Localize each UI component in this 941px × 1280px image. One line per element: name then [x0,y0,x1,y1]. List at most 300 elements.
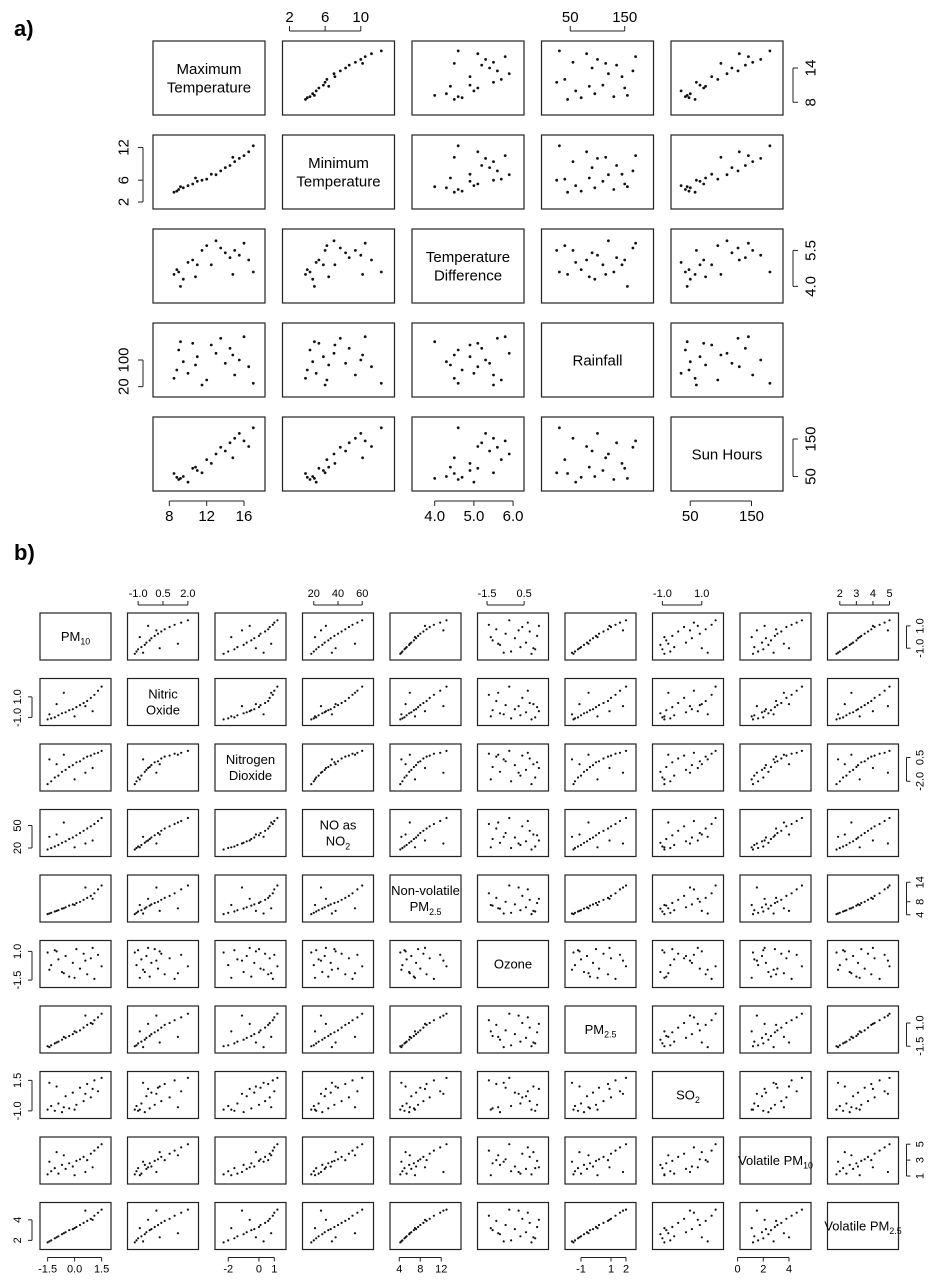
data-point [783,821,785,823]
data-point [574,847,576,849]
cell-frame [412,417,524,491]
data-point [330,764,332,766]
data-point [497,907,499,909]
data-point [488,1019,490,1021]
data-point [359,58,362,61]
data-point [442,705,444,707]
data-point [160,953,162,955]
data-point [74,1174,76,1176]
data-point [164,973,166,975]
data-point [783,754,785,756]
data-point [591,450,594,453]
cell-1-0 [153,135,265,209]
data-point [695,179,698,182]
data-point [490,1227,492,1229]
data-point [488,892,490,894]
data-point [191,342,194,345]
data-point [686,285,689,288]
data-point [47,718,49,720]
x-tick-label: 8 [165,508,174,525]
data-point [683,755,685,757]
x-tick-label: 2 [836,588,843,600]
data-point [592,637,594,639]
data-point [54,1110,56,1112]
data-point [150,1033,152,1035]
data-point [310,1241,312,1243]
data-point [608,898,610,900]
cell-5-3 [303,941,374,988]
data-point [231,273,234,276]
data-point [97,752,99,754]
data-point [783,907,785,909]
cell-4-0 [40,875,111,922]
data-point [686,340,689,343]
data-point [870,628,872,630]
cell-frame [740,941,811,988]
data-point [587,643,589,645]
data-point [776,1224,778,1226]
data-point [276,686,278,688]
data-point [480,64,483,67]
data-point [596,904,598,906]
data-point [409,1154,411,1156]
data-point [697,898,699,900]
data-point [145,1168,147,1170]
data-point [341,899,343,901]
data-point [445,619,447,621]
data-point [521,626,523,628]
x-axis-9 [837,588,893,605]
data-point [356,1146,358,1148]
data-point [137,949,139,951]
cell-5-6 [565,941,636,988]
data-point [227,1044,229,1046]
data-point [850,821,852,823]
data-point [764,947,766,949]
x-tick-label: 60 [356,588,369,600]
cell-4-4 [671,417,783,491]
data-point [137,1167,139,1169]
data-point [518,1093,520,1095]
data-point [177,1232,179,1234]
y-tick-label: 4.0 [802,275,820,297]
cell-0-2 [412,41,524,115]
data-point [351,624,353,626]
data-point [614,1215,616,1217]
data-point [519,714,521,716]
data-point [860,706,862,708]
data-point [334,75,337,78]
data-point [685,769,687,771]
data-point [79,1029,81,1031]
data-point [417,1160,419,1162]
data-point [671,834,673,836]
cell-9-6 [565,1203,636,1250]
data-point [314,977,316,979]
data-point [588,177,591,180]
data-point [673,714,675,716]
data-point [90,697,92,699]
data-point [201,179,204,182]
data-point [348,1218,350,1220]
data-point [555,249,558,252]
data-point [572,61,575,64]
data-point [142,969,144,971]
data-point [223,951,225,953]
data-point [101,686,103,688]
data-point [499,1164,501,1166]
cell-4-1 [128,875,199,922]
data-point [335,647,337,649]
data-point [583,712,585,714]
data-point [538,625,540,627]
data-point [791,1019,793,1021]
data-point [571,912,573,914]
data-point [859,846,861,848]
data-point [246,840,248,842]
cell-frame [671,41,783,115]
data-point [505,760,507,762]
data-point [752,783,754,785]
data-point [589,976,591,978]
data-point [314,1109,316,1111]
data-point [574,717,576,719]
data-point [335,910,337,912]
data-point [144,771,146,773]
data-point [572,160,575,163]
data-point [182,186,185,189]
data-point [867,830,869,832]
data-point [414,977,416,979]
data-point [774,948,776,950]
cell-frame [40,941,111,988]
data-point [405,1085,407,1087]
data-point [137,648,139,650]
data-point [849,712,851,714]
cell-frame [215,1006,286,1053]
data-point [337,633,339,635]
data-point [534,776,536,778]
data-point [788,1085,790,1087]
data-point [236,1173,238,1175]
scatterplot-matrix-b [12,588,926,1276]
y-tick-label: -1.0 [12,707,25,727]
data-point [422,1222,424,1224]
cell-1-0 [40,679,111,726]
data-point [667,907,669,909]
data-point [671,635,673,637]
data-point [313,1044,315,1046]
data-point [622,1210,624,1212]
data-point [433,1019,435,1021]
data-point [497,692,499,694]
data-point [602,757,604,759]
data-point [623,259,626,262]
data-point [837,969,839,971]
data-point [673,844,675,846]
data-point [879,1079,881,1081]
data-point [180,1146,182,1148]
data-point [249,625,251,627]
data-point [753,909,755,911]
data-point [607,628,609,630]
data-point [699,1029,701,1031]
data-point [689,186,692,189]
data-point [492,61,495,64]
data-point [313,964,315,966]
data-point [726,239,729,242]
data-point [558,426,561,429]
diagonal-label: Sun Hours [691,446,763,464]
data-point [685,906,687,908]
data-point [691,836,693,838]
data-point [852,840,854,842]
data-point [791,1215,793,1217]
data-point [229,347,232,350]
data-point [321,644,323,646]
data-point [255,1041,257,1043]
data-point [230,715,232,717]
data-point [63,754,65,756]
data-point [276,1143,278,1145]
data-point [253,1228,255,1230]
cell-1-4 [671,135,783,209]
data-point [429,697,431,699]
data-point [400,1240,402,1242]
data-point [508,1209,510,1211]
cell-frame [215,810,286,857]
data-point [150,1165,152,1167]
data-point [574,964,576,966]
data-point [704,275,707,278]
data-point [270,643,272,645]
data-point [150,1092,152,1094]
data-point [333,1031,335,1033]
data-point [180,752,182,754]
data-point [764,767,766,769]
data-point [514,836,516,838]
data-point [864,832,866,834]
data-point [439,820,441,822]
data-point [659,644,661,646]
data-point [75,706,77,708]
data-point [791,753,793,755]
data-point [859,1174,861,1176]
data-point [139,904,141,906]
data-point [84,886,86,888]
cell-frame [478,1006,549,1053]
data-point [155,1210,157,1212]
x-tick-label: 12 [435,1263,448,1276]
data-point [503,1082,505,1084]
data-point [663,904,665,906]
data-point [330,1165,332,1167]
data-point [400,652,402,654]
data-point [775,1083,777,1085]
cell-5-9 [828,941,899,988]
data-point [578,703,580,705]
data-point [701,1041,703,1043]
data-point [780,1222,782,1224]
cell-7-8 [740,1072,811,1119]
data-point [773,1046,775,1048]
data-point [426,756,428,758]
data-point [529,899,531,901]
data-point [356,888,358,890]
data-point [93,892,95,894]
cell-2-0 [153,229,265,303]
data-point [583,971,585,973]
data-point [578,1236,580,1238]
data-point [770,905,772,907]
data-point [93,1019,95,1021]
data-point [224,251,227,254]
data-point [361,619,363,621]
data-point [780,702,782,704]
data-point [756,842,758,844]
data-point [230,846,232,848]
data-point [864,760,866,762]
data-point [348,957,350,959]
cell-6-6 [565,1006,636,1053]
data-point [321,1039,323,1041]
data-point [855,766,857,768]
data-point [602,1156,604,1158]
data-point [79,1087,81,1089]
data-point [258,635,260,637]
data-point [50,847,52,849]
data-point [801,965,803,967]
data-point [689,1171,691,1173]
data-point [504,440,507,443]
data-point [604,156,607,159]
data-point [154,834,156,836]
data-point [101,965,103,967]
data-point [426,1083,428,1085]
data-point [68,905,70,907]
data-point [97,954,99,956]
data-point [224,450,227,453]
data-point [159,1085,161,1087]
data-point [593,92,596,95]
data-point [689,1015,691,1017]
data-point [331,758,333,760]
data-point [75,902,77,904]
data-point [860,834,862,836]
cell-6-7 [653,1006,724,1053]
data-point [683,957,685,959]
data-point [344,67,347,70]
data-point [243,1233,245,1235]
data-point [879,624,881,626]
data-point [409,692,411,694]
data-point [785,957,787,959]
data-point [429,1022,431,1024]
data-point [884,752,886,754]
data-point [492,838,494,840]
data-point [83,1156,85,1158]
data-point [751,1109,753,1111]
data-point [321,1111,323,1113]
data-point [751,1227,753,1229]
data-point [196,263,199,266]
data-point [253,1165,255,1167]
data-point [496,337,499,340]
data-point [614,694,616,696]
data-point [495,827,497,829]
data-point [445,92,448,95]
data-point [258,948,260,950]
data-point [236,714,238,716]
data-point [867,953,869,955]
data-point [608,625,610,627]
data-point [187,619,189,621]
data-point [68,1107,70,1109]
data-point [401,847,403,849]
data-point [348,895,350,897]
cell-3-2 [215,810,286,857]
cell-0-8 [740,613,811,660]
data-point [74,846,76,848]
data-point [403,1167,405,1169]
data-point [490,715,492,717]
data-point [147,839,149,841]
data-point [715,965,717,967]
cell-8-0 [40,1137,111,1184]
data-point [417,761,419,763]
data-point [361,1013,363,1015]
data-point [669,1239,671,1241]
data-point [469,173,472,176]
data-point [691,764,693,766]
data-point [844,703,846,705]
data-point [263,912,265,914]
data-point [612,95,615,98]
data-point [344,756,346,758]
cell-frame [303,941,374,988]
data-point [50,1170,52,1172]
data-point [324,249,327,252]
data-point [699,1158,701,1160]
data-point [174,823,176,825]
data-point [164,1159,166,1161]
data-point [61,1164,63,1166]
data-point [160,757,162,759]
data-point [492,384,495,387]
data-point [759,359,762,362]
data-point [716,78,719,81]
data-point [693,1146,695,1148]
data-point [187,261,190,264]
data-point [263,1082,265,1084]
data-point [490,904,492,906]
data-point [264,953,266,955]
data-point [619,752,621,754]
data-point [50,780,52,782]
data-point [469,355,472,358]
x-axis-7 [653,588,710,605]
data-point [180,888,182,890]
data-point [583,908,585,910]
diagonal-label: Temperature [166,79,252,97]
data-point [259,633,261,635]
data-point [405,703,407,705]
data-point [86,827,88,829]
data-point [695,249,698,252]
x-tick-label: 50 [681,508,699,525]
data-point [157,901,159,903]
data-point [705,827,707,829]
